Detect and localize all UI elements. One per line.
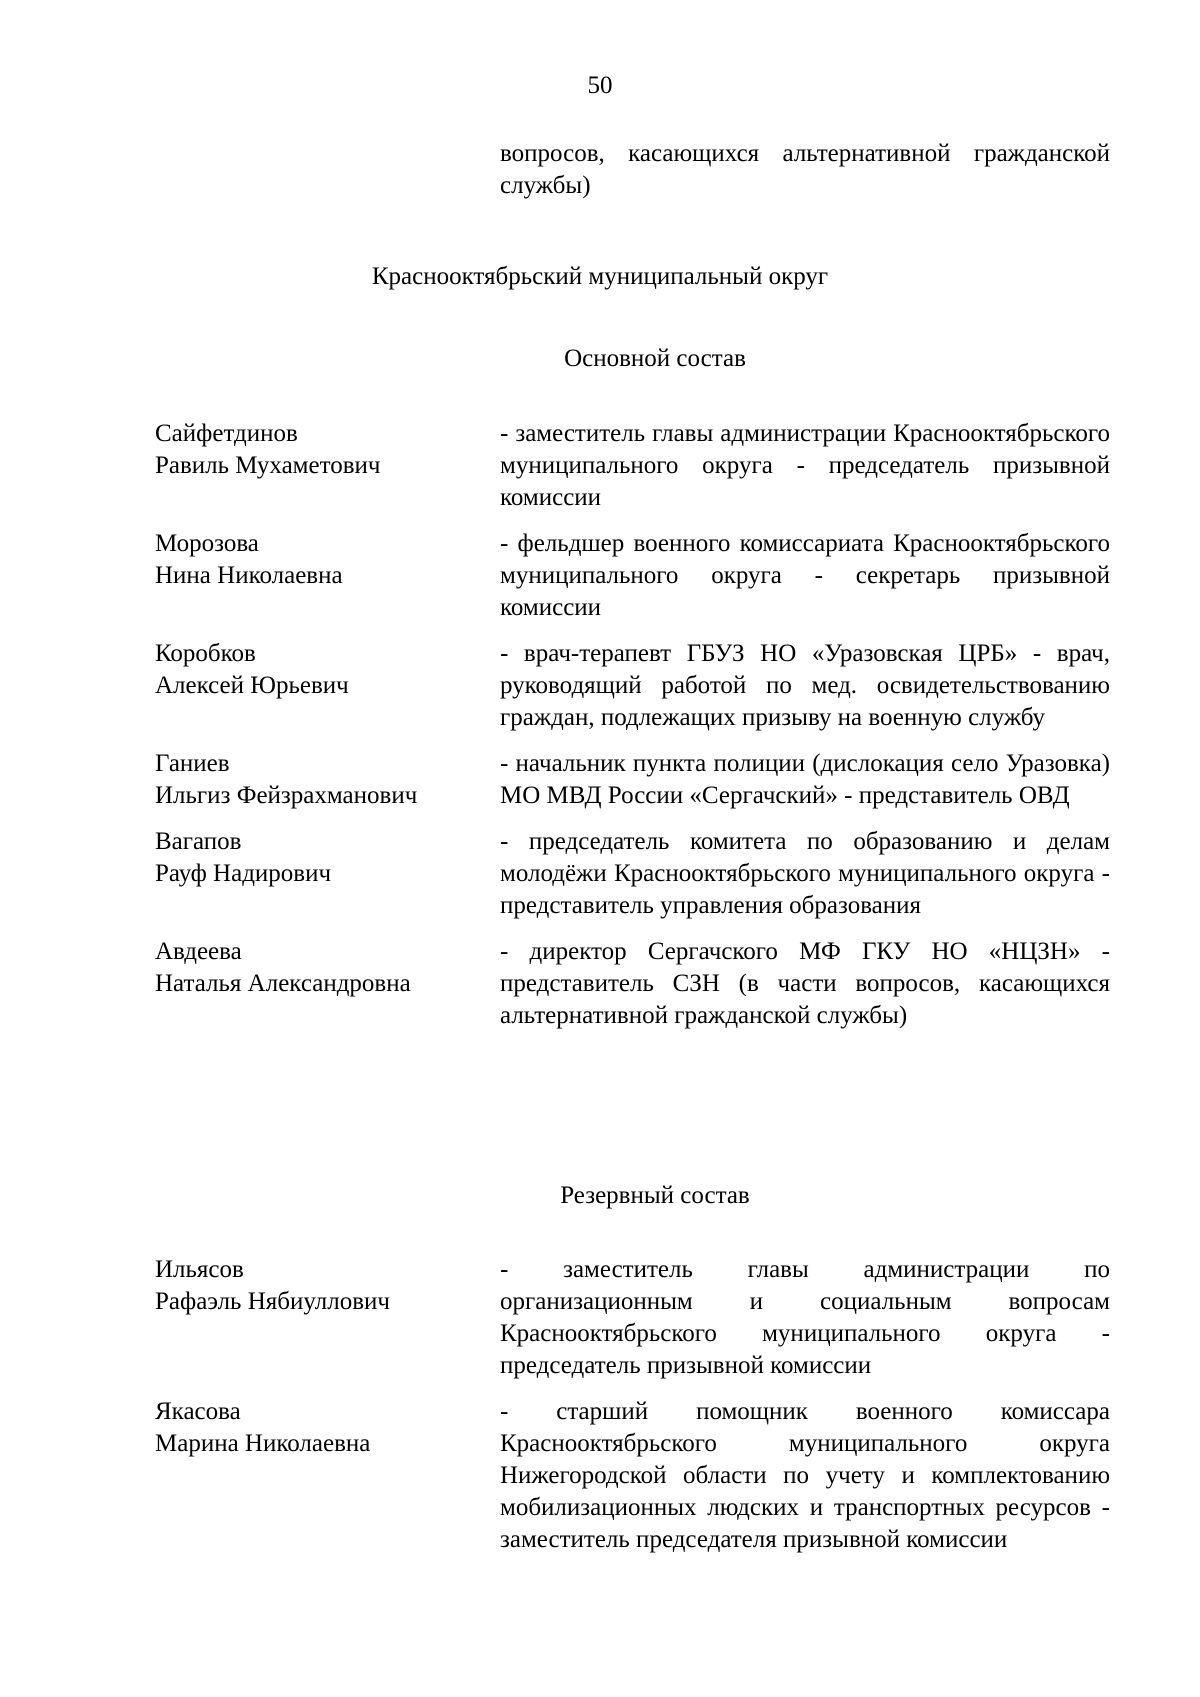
- member-entry: [155, 1396, 1110, 1556]
- member-role: - заместитель главы администрации Краснооктябрьского муниципального округа - председатель призывной комиссии: [500, 420, 1110, 511]
- member-role: - врач-терапевт ГБУЗ НО «Уразовская ЦРБ» - врач, руководящий работой по мед. освидетельствованию граждан, подлежащих призыву на военную службу: [500, 640, 1110, 731]
- member-entry: [155, 748, 1110, 812]
- member-surname: Морозова: [155, 530, 259, 557]
- member-name: [155, 638, 500, 734]
- main-section-title: Основной состав: [564, 345, 746, 372]
- continuation-text: вопросов, касающихся альтернативной гражданской службы): [500, 140, 1110, 199]
- page-number: 50: [587, 72, 613, 99]
- member-name: [155, 748, 500, 812]
- member-surname: Коробков: [155, 640, 256, 667]
- reserve-members-list: [155, 1254, 1110, 1570]
- member-entry: [155, 418, 1110, 514]
- member-name: [155, 936, 500, 1032]
- main-members-list: [155, 418, 1110, 1046]
- member-surname: Якасова: [155, 1398, 241, 1425]
- member-name: [155, 528, 500, 624]
- member-entry: [155, 936, 1110, 1032]
- member-surname: Вагапов: [155, 828, 242, 855]
- member-role: - председатель комитета по образованию и делам молодёжи Краснооктябрьского муниципального округа - представитель управления образования: [500, 828, 1110, 919]
- member-role: - старший помощник военного комиссара Краснооктябрьского муниципального округа Нижегородской области по учету и комплектованию мобилизационных людских и транспортных ресурсов - заместитель председателя призывной комиссии: [500, 1398, 1110, 1553]
- member-given-name: Равиль Мухаметович: [155, 452, 381, 479]
- member-surname: Ильясов: [155, 1256, 244, 1283]
- member-name: [155, 418, 500, 514]
- member-role: - начальник пункта полиции (дислокация село Уразовка) МО МВД России «Сергачский» - представитель ОВД: [500, 750, 1110, 809]
- member-given-name: Наталья Александровна: [155, 970, 411, 997]
- member-given-name: Рафаэль Нябиуллович: [155, 1288, 390, 1315]
- member-name: [155, 1396, 500, 1556]
- member-given-name: Нина Николаевна: [155, 562, 343, 589]
- member-role: - заместитель главы администрации по организационным и социальным вопросам Краснооктябрьского муниципального округа - председатель призывной комиссии: [500, 1256, 1110, 1379]
- member-name: [155, 1254, 500, 1382]
- member-surname: Сайфетдинов: [155, 420, 298, 447]
- member-entry: [155, 638, 1110, 734]
- member-entry: [155, 1254, 1110, 1382]
- member-surname: Ганиев: [155, 750, 230, 777]
- member-entry: [155, 826, 1110, 922]
- member-role: - директор Сергачского МФ ГКУ НО «НЦЗН» - представитель СЗН (в части вопросов, касающихся альтернативной гражданской службы): [500, 938, 1110, 1029]
- member-given-name: Ильгиз Фейзрахманович: [155, 782, 418, 809]
- reserve-section-title: Резервный состав: [560, 1182, 750, 1209]
- member-given-name: Марина Николаевна: [155, 1430, 371, 1457]
- member-given-name: Алексей Юрьевич: [155, 672, 349, 699]
- member-given-name: Рауф Надирович: [155, 860, 332, 887]
- member-surname: Авдеева: [155, 938, 242, 965]
- member-entry: [155, 528, 1110, 624]
- member-role: - фельдшер военного комиссариата Краснооктябрьского муниципального округа - секретарь призывной комиссии: [500, 530, 1110, 621]
- district-title: Краснооктябрьский муниципальный округ: [371, 263, 829, 290]
- member-name: [155, 826, 500, 922]
